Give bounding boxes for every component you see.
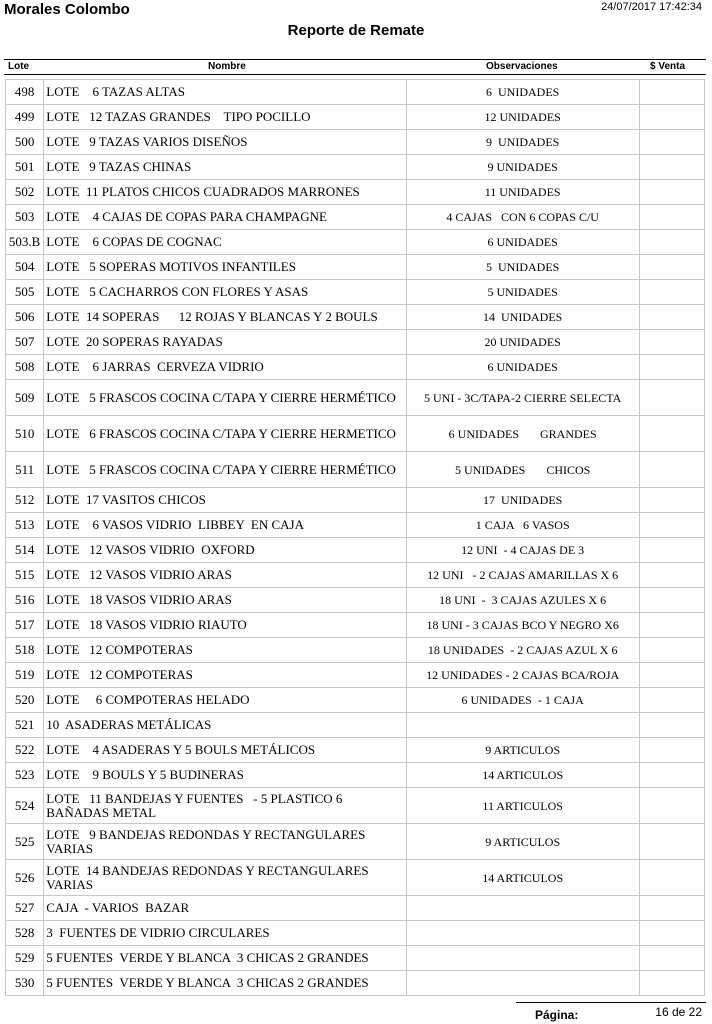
venta-cell <box>639 588 705 613</box>
nombre-cell <box>44 921 407 946</box>
table-row <box>6 155 705 180</box>
column-header-lote: Lote <box>8 61 30 72</box>
observaciones-cell <box>406 488 639 513</box>
nombre-cell <box>44 305 407 330</box>
table-row <box>6 416 705 452</box>
venta-cell <box>639 763 705 788</box>
table-row <box>6 738 705 763</box>
lote-cell-text: 511 <box>15 461 35 477</box>
nombre-cell <box>44 130 407 155</box>
lote-cell <box>6 155 44 180</box>
nombre-cell <box>44 688 407 713</box>
table-row <box>6 538 705 563</box>
table-row <box>6 255 705 280</box>
nombre-cell <box>44 763 407 788</box>
nombre-cell <box>44 416 407 452</box>
nombre-cell <box>44 663 407 688</box>
lote-cell <box>6 355 44 380</box>
table-row <box>6 205 705 230</box>
nombre-cell-text: LOTE 5 SOPERAS MOTIVOS INFANTILES <box>46 259 296 274</box>
observaciones-cell <box>406 355 639 380</box>
lote-cell-text: 498 <box>14 84 35 99</box>
table-row <box>6 688 705 713</box>
table-row <box>6 130 705 155</box>
nombre-cell-text: 5 FUENTES VERDE Y BLANCA 3 CHICAS 2 GRANDES <box>46 975 369 990</box>
nombre-cell <box>44 180 407 205</box>
venta-cell <box>639 180 705 205</box>
observaciones-cell <box>406 663 639 688</box>
observaciones-cell <box>406 788 639 824</box>
observaciones-cell <box>406 763 639 788</box>
nombre-cell-text: 3 FUENTES DE VIDRIO CIRCULARES <box>46 925 270 940</box>
lot-rows <box>6 80 705 996</box>
nombre-cell <box>44 860 407 896</box>
observaciones-cell-text: 9 ARTICULOS <box>485 743 561 757</box>
venta-cell <box>639 380 705 416</box>
venta-cell <box>639 713 705 738</box>
observaciones-cell-text: 6 UNIDADES <box>487 235 558 249</box>
footer-rule <box>516 1002 706 1003</box>
venta-cell <box>639 688 705 713</box>
lote-cell-text: 502 <box>14 184 35 199</box>
lote-cell-text: 528 <box>14 925 35 940</box>
observaciones-cell-text: 12 UNIDADES - 2 CAJAS BCA/ROJA <box>426 668 620 682</box>
observaciones-cell-text: 14 ARTICULOS <box>482 870 564 885</box>
nombre-cell-text: LOTE 6 VASOS VIDRIO LIBBEY EN CAJA <box>46 517 304 532</box>
nombre-cell <box>44 971 407 996</box>
venta-cell <box>639 613 705 638</box>
nombre-cell-text: LOTE 11 PLATOS CHICOS CUADRADOS MARRONES <box>46 184 360 199</box>
observaciones-cell-text: 5 UNIDADES CHICOS <box>455 462 591 477</box>
observaciones-cell-text: 1 CAJA 6 VASOS <box>475 518 570 532</box>
observaciones-cell <box>406 80 639 105</box>
observaciones-cell-text: 4 CAJAS CON 6 COPAS C/U <box>446 210 599 224</box>
table-row <box>6 330 705 355</box>
page-number: 16 de 22 <box>655 1005 702 1019</box>
table-row <box>6 860 705 896</box>
lote-cell-text: 519 <box>14 667 35 682</box>
nombre-cell-text: LOTE 5 CACHARROS CON FLORES Y ASAS <box>46 284 309 299</box>
lote-cell <box>6 638 44 663</box>
lote-cell-text: 527 <box>14 900 35 915</box>
lote-cell-text: 499 <box>14 109 35 124</box>
observaciones-cell-text: 18 UNI - 3 CAJAS BCO Y NEGRO X6 <box>426 618 619 632</box>
venta-cell <box>639 663 705 688</box>
observaciones-cell <box>406 180 639 205</box>
lote-cell-text: 522 <box>14 742 35 757</box>
observaciones-cell <box>406 921 639 946</box>
nombre-cell-text: LOTE 6 TAZAS ALTAS <box>46 84 186 99</box>
nombre-cell <box>44 513 407 538</box>
nombre-cell-text: LOTE 5 FRASCOS COCINA C/TAPA Y CIERRE HERMÉTICO <box>46 461 396 477</box>
nombre-cell <box>44 105 407 130</box>
column-header-observaciones: Observaciones <box>486 61 558 72</box>
venta-cell <box>639 330 705 355</box>
lote-cell-text: 521 <box>14 717 35 732</box>
lote-cell <box>6 205 44 230</box>
nombre-cell <box>44 713 407 738</box>
observaciones-cell-text: 18 UNIDADES - 2 CAJAS AZUL X 6 <box>427 643 618 657</box>
column-header-nombre: Nombre <box>208 61 246 72</box>
nombre-cell <box>44 488 407 513</box>
lote-cell <box>6 688 44 713</box>
venta-cell <box>639 896 705 921</box>
lote-cell-text: 526 <box>14 869 35 885</box>
lote-cell <box>6 946 44 971</box>
nombre-cell-text: LOTE 4 ASADERAS Y 5 BOULS METÁLICOS <box>46 742 316 757</box>
observaciones-cell <box>406 330 639 355</box>
observaciones-cell <box>406 205 639 230</box>
lote-cell <box>6 563 44 588</box>
venta-cell <box>639 538 705 563</box>
lote-cell-text: 525 <box>14 833 35 849</box>
nombre-cell-text: LOTE 12 COMPOTERAS <box>46 642 193 657</box>
venta-cell <box>639 155 705 180</box>
observaciones-cell <box>406 280 639 305</box>
venta-cell <box>639 563 705 588</box>
nombre-cell-text: LOTE 11 BANDEJAS Y FUENTES - 5 PLASTICO 6 BAÑADAS METAL <box>46 790 346 820</box>
header-bottom-rule <box>4 74 706 75</box>
table-row <box>6 355 705 380</box>
observaciones-cell-text: 11 ARTICULOS <box>482 798 563 813</box>
observaciones-cell-text: 5 UNI - 3C/TAPA-2 CIERRE SELECTA <box>424 390 622 405</box>
observaciones-cell-text: 11 UNIDADES <box>484 185 561 199</box>
venta-cell <box>639 860 705 896</box>
lote-cell-text: 506 <box>14 309 35 324</box>
observaciones-cell <box>406 130 639 155</box>
observaciones-cell-text: 6 UNIDADES GRANDES <box>448 426 597 441</box>
observaciones-cell-text: 14 UNIDADES <box>483 310 563 324</box>
nombre-cell <box>44 230 407 255</box>
lote-cell <box>6 788 44 824</box>
lote-cell <box>6 921 44 946</box>
venta-cell <box>639 488 705 513</box>
lote-cell <box>6 513 44 538</box>
table-row <box>6 305 705 330</box>
observaciones-cell <box>406 824 639 860</box>
table-row <box>6 380 705 416</box>
observaciones-cell <box>406 380 639 416</box>
nombre-cell <box>44 738 407 763</box>
lote-cell <box>6 613 44 638</box>
nombre-cell-text: LOTE 14 BANDEJAS REDONDAS Y RECTANGULARES VARIAS <box>46 862 372 892</box>
nombre-cell-text: LOTE 9 TAZAS CHINAS <box>46 159 192 174</box>
table-row <box>6 452 705 488</box>
venta-cell <box>639 105 705 130</box>
lote-cell-text: 504 <box>14 259 35 274</box>
venta-cell <box>639 230 705 255</box>
nombre-cell <box>44 380 407 416</box>
venta-cell <box>639 946 705 971</box>
lote-cell <box>6 452 44 488</box>
auction-lot-table <box>5 79 705 996</box>
observaciones-cell-text: 17 UNIDADES <box>483 493 563 507</box>
lote-cell-text: 513 <box>14 517 35 532</box>
lote-cell <box>6 380 44 416</box>
venta-cell <box>639 205 705 230</box>
table-row <box>6 946 705 971</box>
nombre-cell <box>44 788 407 824</box>
nombre-cell-text: LOTE 12 VASOS VIDRIO ARAS <box>46 567 232 582</box>
nombre-cell-text: CAJA - VARIOS BAZAR <box>46 900 190 915</box>
venta-cell <box>639 824 705 860</box>
venta-cell <box>639 80 705 105</box>
page-label: Página: <box>535 1008 579 1022</box>
lote-cell-text: 507 <box>14 334 35 349</box>
nombre-cell <box>44 255 407 280</box>
nombre-cell-text: LOTE 17 VASITOS CHICOS <box>46 492 206 507</box>
lote-cell <box>6 416 44 452</box>
lote-cell-text: 510 <box>14 425 35 441</box>
nombre-cell-text: LOTE 5 FRASCOS COCINA C/TAPA Y CIERRE HERMÉTICO <box>46 389 396 405</box>
nombre-cell-text: LOTE 9 BOULS Y 5 BUDINERAS <box>46 767 244 782</box>
observaciones-cell-text: 5 UNIDADES <box>487 285 558 299</box>
nombre-cell <box>44 355 407 380</box>
lote-cell-text: 529 <box>14 950 35 965</box>
nombre-cell <box>44 205 407 230</box>
nombre-cell-text: LOTE 12 TAZAS GRANDES TIPO POCILLO <box>46 109 311 124</box>
table-row <box>6 921 705 946</box>
lote-cell <box>6 105 44 130</box>
nombre-cell <box>44 563 407 588</box>
lote-cell-text: 508 <box>14 359 35 374</box>
lote-cell <box>6 896 44 921</box>
observaciones-cell <box>406 452 639 488</box>
venta-cell <box>639 416 705 452</box>
nombre-cell-text: LOTE 20 SOPERAS RAYADAS <box>46 334 223 349</box>
nombre-cell <box>44 638 407 663</box>
lote-cell <box>6 763 44 788</box>
nombre-cell-text: LOTE 12 COMPOTERAS <box>46 667 193 682</box>
nombre-cell <box>44 155 407 180</box>
table-row <box>6 613 705 638</box>
observaciones-cell <box>406 896 639 921</box>
venta-cell <box>639 305 705 330</box>
observaciones-cell <box>406 255 639 280</box>
lote-cell <box>6 230 44 255</box>
observaciones-cell <box>406 230 639 255</box>
observaciones-cell-text: 12 UNIDADES <box>484 110 561 124</box>
observaciones-cell-text: 6 UNIDADES - 1 CAJA <box>461 693 584 707</box>
lote-cell-text: 500 <box>14 134 35 149</box>
venta-cell <box>639 130 705 155</box>
column-header-venta: $ Venta <box>650 61 686 72</box>
observaciones-cell <box>406 513 639 538</box>
lote-cell <box>6 663 44 688</box>
nombre-cell <box>44 452 407 488</box>
lote-cell-text: 515 <box>14 567 35 582</box>
nombre-cell-text: LOTE 9 TAZAS VARIOS DISEÑOS <box>46 134 248 149</box>
lote-cell-text: 517 <box>14 617 35 632</box>
lote-cell-text: 520 <box>14 692 35 707</box>
nombre-cell-text: LOTE 6 FRASCOS COCINA C/TAPA Y CIERRE HERMETICO <box>46 425 396 441</box>
observaciones-cell-text: 6 UNIDADES <box>486 85 560 99</box>
observaciones-cell <box>406 613 639 638</box>
table-row <box>6 824 705 860</box>
lote-cell-text: 503.B <box>8 234 41 249</box>
nombre-cell-text: 10 ASADERAS METÁLICAS <box>46 717 212 732</box>
venta-cell <box>639 280 705 305</box>
observaciones-cell <box>406 105 639 130</box>
report-title: Reporte de Remate <box>287 22 425 39</box>
lote-cell <box>6 713 44 738</box>
lote-cell <box>6 80 44 105</box>
observaciones-cell <box>406 563 639 588</box>
lote-cell <box>6 488 44 513</box>
nombre-cell-text: LOTE 12 VASOS VIDRIO OXFORD <box>46 542 255 557</box>
venta-cell <box>639 513 705 538</box>
lote-cell-text: 530 <box>14 975 35 990</box>
observaciones-cell <box>406 416 639 452</box>
table-row <box>6 788 705 824</box>
report-timestamp: 24/07/2017 17:42:34 <box>601 1 702 13</box>
observaciones-cell <box>406 946 639 971</box>
observaciones-cell-text: 9 UNIDADES <box>487 160 558 174</box>
venta-cell <box>639 921 705 946</box>
lote-cell <box>6 130 44 155</box>
lote-cell <box>6 860 44 896</box>
venta-cell <box>639 452 705 488</box>
table-row <box>6 488 705 513</box>
lote-cell-text: 516 <box>14 592 35 607</box>
nombre-cell <box>44 538 407 563</box>
nombre-cell <box>44 588 407 613</box>
nombre-cell-text: 5 FUENTES VERDE Y BLANCA 3 CHICAS 2 GRANDES <box>46 950 369 965</box>
venta-cell <box>639 971 705 996</box>
table-row <box>6 896 705 921</box>
company-name: Morales Colombo <box>4 1 130 18</box>
observaciones-cell <box>406 688 639 713</box>
nombre-cell <box>44 330 407 355</box>
observaciones-cell-text: 20 UNIDADES <box>484 335 561 349</box>
lote-cell-text: 503 <box>14 209 35 224</box>
table-row <box>6 80 705 105</box>
observaciones-cell-text: 12 UNI - 2 CAJAS AMARILLAS X 6 <box>427 568 619 582</box>
observaciones-cell <box>406 588 639 613</box>
nombre-cell-text: LOTE 6 JARRAS CERVEZA VIDRIO <box>46 359 264 374</box>
table-row <box>6 638 705 663</box>
lote-cell <box>6 971 44 996</box>
table-row <box>6 713 705 738</box>
nombre-cell <box>44 896 407 921</box>
observaciones-cell-text: 6 UNIDADES <box>487 360 558 374</box>
nombre-cell-text: LOTE 18 VASOS VIDRIO RIAUTO <box>46 617 247 632</box>
observaciones-cell-text: 12 UNI - 4 CAJAS DE 3 <box>461 543 585 557</box>
lote-cell <box>6 305 44 330</box>
table-row <box>6 563 705 588</box>
table-row <box>6 280 705 305</box>
nombre-cell-text: LOTE 4 CAJAS DE COPAS PARA CHAMPAGNE <box>46 209 327 224</box>
lote-cell-text: 524 <box>14 797 35 813</box>
nombre-cell-text: LOTE 18 VASOS VIDRIO ARAS <box>46 592 232 607</box>
table-row <box>6 971 705 996</box>
lote-cell <box>6 255 44 280</box>
lote-cell <box>6 180 44 205</box>
table-row <box>6 588 705 613</box>
table-row <box>6 230 705 255</box>
lote-cell <box>6 738 44 763</box>
observaciones-cell <box>406 738 639 763</box>
observaciones-cell-text: 9 ARTICULOS <box>485 834 561 849</box>
venta-cell <box>639 638 705 663</box>
nombre-cell <box>44 946 407 971</box>
header-top-rule <box>4 59 706 60</box>
lote-cell-text: 518 <box>14 642 35 657</box>
lote-cell <box>6 330 44 355</box>
lote-cell-text: 514 <box>14 542 35 557</box>
lote-cell-text: 523 <box>14 767 35 782</box>
lote-cell <box>6 538 44 563</box>
nombre-cell-text: LOTE 9 BANDEJAS REDONDAS Y RECTANGULARES VARIAS <box>46 826 369 856</box>
table-row <box>6 180 705 205</box>
lote-cell-text: 505 <box>14 284 35 299</box>
table-row <box>6 513 705 538</box>
lote-cell-text: 509 <box>14 389 35 405</box>
venta-cell <box>639 355 705 380</box>
lote-cell <box>6 824 44 860</box>
nombre-cell <box>44 280 407 305</box>
lote-cell-text: 512 <box>14 492 35 507</box>
observaciones-cell <box>406 860 639 896</box>
nombre-cell <box>44 824 407 860</box>
nombre-cell-text: LOTE 6 COPAS DE COGNAC <box>46 234 222 249</box>
venta-cell <box>639 738 705 763</box>
table-row <box>6 763 705 788</box>
observaciones-cell-text: 9 UNIDADES <box>486 135 560 149</box>
observaciones-cell <box>406 305 639 330</box>
lote-cell-text: 501 <box>14 159 35 174</box>
observaciones-cell <box>406 638 639 663</box>
observaciones-cell-text: 14 ARTICULOS <box>482 768 564 782</box>
observaciones-cell <box>406 971 639 996</box>
lote-cell <box>6 588 44 613</box>
observaciones-cell-text: 18 UNI - 3 CAJAS AZULES X 6 <box>439 593 607 607</box>
lote-cell <box>6 280 44 305</box>
nombre-cell <box>44 80 407 105</box>
observaciones-cell <box>406 155 639 180</box>
observaciones-cell-text: 5 UNIDADES <box>486 260 560 274</box>
table-row <box>6 663 705 688</box>
nombre-cell <box>44 613 407 638</box>
venta-cell <box>639 255 705 280</box>
nombre-cell-text: LOTE 6 COMPOTERAS HELADO <box>46 692 250 707</box>
table-row <box>6 105 705 130</box>
observaciones-cell <box>406 538 639 563</box>
venta-cell <box>639 788 705 824</box>
observaciones-cell <box>406 713 639 738</box>
nombre-cell-text: LOTE 14 SOPERAS 12 ROJAS Y BLANCAS Y 2 BOULS <box>46 309 378 324</box>
